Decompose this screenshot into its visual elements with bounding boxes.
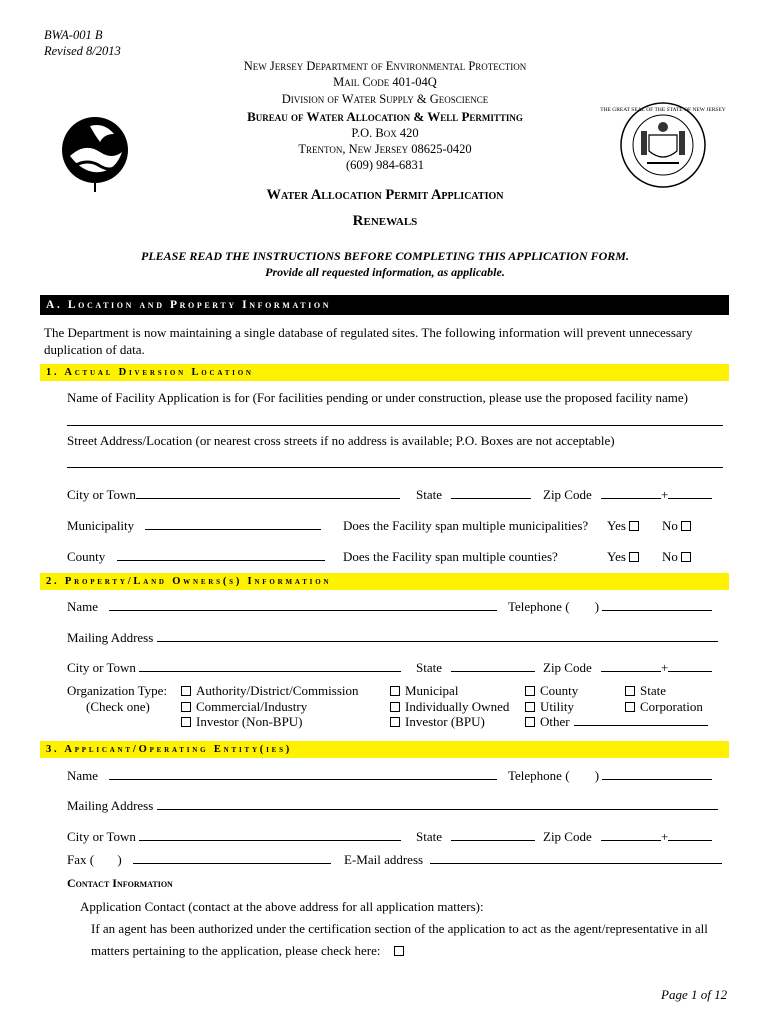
county-label: County — [67, 549, 106, 564]
checkbox[interactable] — [525, 702, 535, 712]
owner-city-field[interactable] — [139, 671, 401, 672]
form-code: BWA-001 B — [44, 28, 103, 42]
county-field[interactable] — [117, 560, 325, 561]
multi-muni-yes-checkbox[interactable] — [629, 521, 639, 531]
org-option[interactable]: Investor (Non-BPU) — [181, 714, 303, 730]
checkbox[interactable] — [390, 717, 400, 727]
org-option[interactable]: Utility — [525, 699, 574, 715]
agency-line1: New Jersey Department of Environmental Protection — [243, 59, 527, 73]
owner-mailing-label: Mailing Address — [67, 630, 154, 645]
zip-label: Zip Code — [543, 487, 592, 502]
applicant-zip4-field[interactable] — [668, 840, 712, 841]
org-option[interactable]: State — [625, 683, 666, 699]
multi-county-no-checkbox[interactable] — [681, 552, 691, 562]
checkbox[interactable] — [625, 686, 635, 696]
multi-muni-question: Does the Facility span multiple municipalities? — [343, 518, 589, 533]
check-one-label: (Check one) — [86, 699, 150, 714]
city-label: City or Town — [67, 487, 136, 502]
page-subtitle: Renewals — [352, 213, 418, 229]
applicant-zip-label: Zip Code — [543, 829, 592, 844]
multi-county-yes-checkbox[interactable] — [629, 552, 639, 562]
owner-zip-label: Zip Code — [543, 660, 592, 675]
street-address-label: Street Address/Location (or nearest cross streets if no address is available; P.O. Boxes are not acceptable) — [67, 433, 615, 448]
owner-state-label: State — [416, 660, 442, 675]
contact-info-title: Contact Information — [67, 876, 173, 890]
checkbox[interactable] — [181, 702, 191, 712]
applicant-zip-field[interactable] — [601, 840, 661, 841]
multi-muni-no-label: No — [662, 518, 678, 533]
agent-checkbox[interactable] — [394, 946, 404, 956]
instructions-line1: PLEASE READ THE INSTRUCTIONS BEFORE COMPLETING THIS APPLICATION FORM. — [141, 249, 629, 263]
state-field[interactable] — [451, 498, 531, 499]
agency-line3: Division of Water Supply & Geoscience — [281, 92, 489, 106]
agent-line2: matters pertaining to the application, please check here: — [91, 943, 381, 958]
checkbox[interactable] — [525, 686, 535, 696]
owner-telephone-paren: ) — [594, 599, 600, 614]
section-a-intro: The Department is now maintaining a single database of regulated sites. The following information will prevent unnecessary duplication of data. — [44, 325, 693, 357]
owner-name-field[interactable] — [109, 610, 497, 611]
multi-muni-no-checkbox[interactable] — [681, 521, 691, 531]
applicant-city-label: City or Town — [67, 829, 136, 844]
multi-muni-yes-label: Yes — [607, 518, 626, 533]
municipality-field[interactable] — [145, 529, 321, 530]
applicant-name-field[interactable] — [109, 779, 497, 780]
facility-name-field[interactable] — [67, 425, 723, 426]
section-3-header: 3. Applicant/Operating Entity(ies) — [40, 741, 729, 758]
applicant-telephone-paren: ) — [594, 768, 600, 783]
fax-label: Fax ( — [67, 852, 95, 867]
zip-plus: + — [661, 487, 669, 502]
agent-line1: If an agent has been authorized under the certification section of the application to act as the agent/representative in all — [91, 921, 708, 936]
section-2-header: 2. Property/Land Owners(s) Information — [40, 573, 729, 590]
org-option[interactable]: Commercial/Industry — [181, 699, 307, 715]
checkbox[interactable] — [181, 717, 191, 727]
fax-field[interactable] — [133, 863, 331, 864]
org-option[interactable]: Corporation — [625, 699, 703, 715]
owner-zip-plus: + — [661, 660, 669, 675]
applicant-telephone-field[interactable] — [602, 779, 712, 780]
city-field[interactable] — [136, 498, 400, 499]
applicant-city-field[interactable] — [139, 840, 401, 841]
checkbox[interactable] — [181, 686, 191, 696]
multi-county-yes-label: Yes — [607, 549, 626, 564]
owner-zip4-field[interactable] — [668, 671, 712, 672]
checkbox[interactable] — [625, 702, 635, 712]
fax-close-paren: ) — [117, 852, 122, 867]
agency-line2: Mail Code 401-04Q — [333, 75, 437, 89]
page-title: Water Allocation Permit Application — [266, 187, 504, 203]
agency-line4: Bureau of Water Allocation & Well Permitting — [247, 109, 523, 124]
form-revised: Revised 8/2013 — [44, 44, 121, 58]
state-label: State — [416, 487, 442, 502]
section-a-header: A. Location and Property Information — [40, 295, 729, 315]
org-type-label: Organization Type: — [67, 683, 168, 698]
agency-line5: P.O. Box 420 — [351, 126, 419, 140]
checkbox[interactable] — [390, 702, 400, 712]
instructions-line2: Provide all requested information, as applicable. — [265, 265, 505, 279]
applicant-name-label: Name — [67, 768, 99, 783]
applicant-zip-plus: + — [661, 829, 669, 844]
owner-telephone-label: Telephone ( — [508, 599, 570, 614]
applicant-mailing-label: Mailing Address — [67, 798, 154, 813]
owner-zip-field[interactable] — [601, 671, 661, 672]
owner-name-label: Name — [67, 599, 99, 614]
multi-county-no-label: No — [662, 549, 678, 564]
agency-line7: (609) 984-6831 — [345, 158, 425, 172]
org-option[interactable]: Individually Owned — [390, 699, 509, 715]
multi-county-question: Does the Facility span multiple counties? — [343, 549, 558, 564]
section-1-header: 1. Actual Diversion Location — [40, 364, 729, 381]
seal-text: THE GREAT SEAL OF THE STATE OF NEW JERSEY — [600, 107, 726, 113]
org-other-field[interactable] — [574, 725, 708, 726]
applicant-mailing-field[interactable] — [157, 809, 718, 810]
checkbox[interactable] — [525, 717, 535, 727]
applicant-telephone-label: Telephone ( — [508, 768, 570, 783]
dep-logo-icon — [60, 112, 130, 192]
org-option[interactable]: Authority/District/Commission — [181, 683, 359, 699]
zip4-field[interactable] — [668, 498, 712, 499]
org-option[interactable]: Investor (BPU) — [390, 714, 485, 730]
street-address-field[interactable] — [67, 467, 723, 468]
owner-city-label: City or Town — [67, 660, 136, 675]
zip-field[interactable] — [601, 498, 661, 499]
facility-name-label: Name of Facility Application is for (For facilities pending or under construction, please use the proposed facility name) — [67, 390, 688, 405]
agency-line6: Trenton, New Jersey 08625-0420 — [298, 142, 472, 156]
page-number: Page 1 of 12 — [661, 987, 728, 1002]
email-field[interactable] — [430, 863, 722, 864]
municipality-label: Municipality — [67, 518, 135, 533]
email-label: E-Mail address — [344, 852, 424, 867]
state-seal-icon — [600, 101, 726, 189]
org-option[interactable]: Other — [525, 714, 708, 730]
org-option[interactable]: Municipal — [390, 683, 458, 699]
owner-telephone-field[interactable] — [602, 610, 712, 611]
owner-state-field[interactable] — [451, 671, 535, 672]
owner-mailing-field[interactable] — [157, 641, 718, 642]
org-option[interactable]: County — [525, 683, 578, 699]
applicant-state-label: State — [416, 829, 442, 844]
applicant-state-field[interactable] — [451, 840, 535, 841]
contact-line: Application Contact (contact at the above address for all application matters): — [80, 899, 484, 914]
checkbox[interactable] — [390, 686, 400, 696]
